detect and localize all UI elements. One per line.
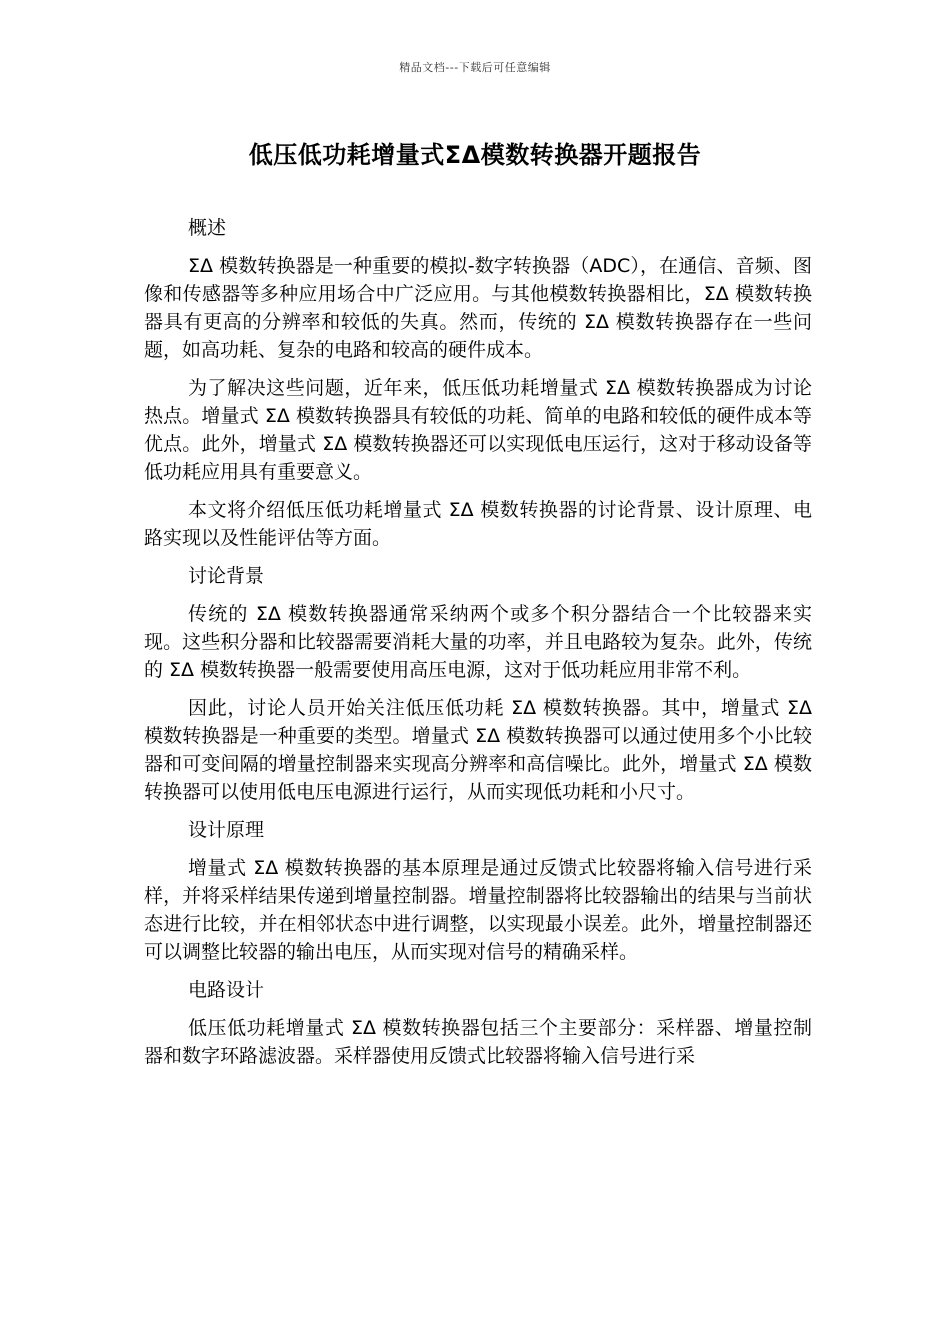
paragraph: 低压低功耗增量式 ΣΔ 模数转换器包括三个主要部分：采样器、增量控制器和数字环路滤波器。采样器使用反馈式比较器将输入信号进行采 [144,1017,812,1067]
section-heading-background: 讨论背景 [188,565,265,587]
header-watermark: 精品文档---下载后可任意编辑 [399,61,551,74]
paragraph: 本文将介绍低压低功耗增量式 ΣΔ 模数转换器的讨论背景、设计原理、电路实现以及性能评估等方面。 [144,499,812,549]
paragraph: 传统的 ΣΔ 模数转换器通常采纳两个或多个积分器结合一个比较器来实现。这些积分器和比较器需要消耗大量的功率，并且电路较为复杂。此外，传统的 ΣΔ 模数转换器一般需要使用高压电源，这对于低功耗应用非常不利。 [144,603,812,681]
document-body [144,214,812,1080]
paragraph: ΣΔ 模数转换器是一种重要的模拟-数字转换器（ADC），在通信、音频、图像和传感器等多种应用场合中广泛应用。与其他模数转换器相比，ΣΔ 模数转换器具有更高的分辨率和较低的失真。然而，传统的 ΣΔ 模数转换器存在一些问题，如高功耗、复杂的电路和较高的硬件成本。 [144,255,812,361]
document-title: 低压低功耗增量式ΣΔ模数转换器开题报告 [248,141,702,169]
section-heading-design-principle: 设计原理 [188,819,265,841]
paragraph: 为了解决这些问题，近年来，低压低功耗增量式 ΣΔ 模数转换器成为讨论热点。增量式 ΣΔ 模数转换器具有较低的功耗、简单的电路和较低的硬件成本等优点。此外，增量式 ΣΔ 模数转换器还可以实现低电压运行，这对于移动设备等低功耗应用具有重要意义。 [144,377,812,483]
section-heading-overview: 概述 [188,217,227,239]
paragraph: 增量式 ΣΔ 模数转换器的基本原理是通过反馈式比较器将输入信号进行采样，并将采样结果传递到增量控制器。增量控制器将比较器输出的结果与当前状态进行比较，并在相邻状态中进行调整，以实现最小误差。此外，增量控制器还可以调整比较器的输出电压，从而实现对信号的精确采样。 [144,857,812,963]
paragraph: 因此，讨论人员开始关注低压低功耗 ΣΔ 模数转换器。其中，增量式 ΣΔ 模数转换器是一种重要的类型。增量式 ΣΔ 模数转换器可以通过使用多个小比较器和可变间隔的增量控制器来实现高分辨率和高信噪比。此外，增量式 ΣΔ 模数转换器可以使用低电压电源进行运行，从而实现低功耗和小尺寸。 [144,697,812,803]
section-heading-circuit-design: 电路设计 [188,979,265,1001]
